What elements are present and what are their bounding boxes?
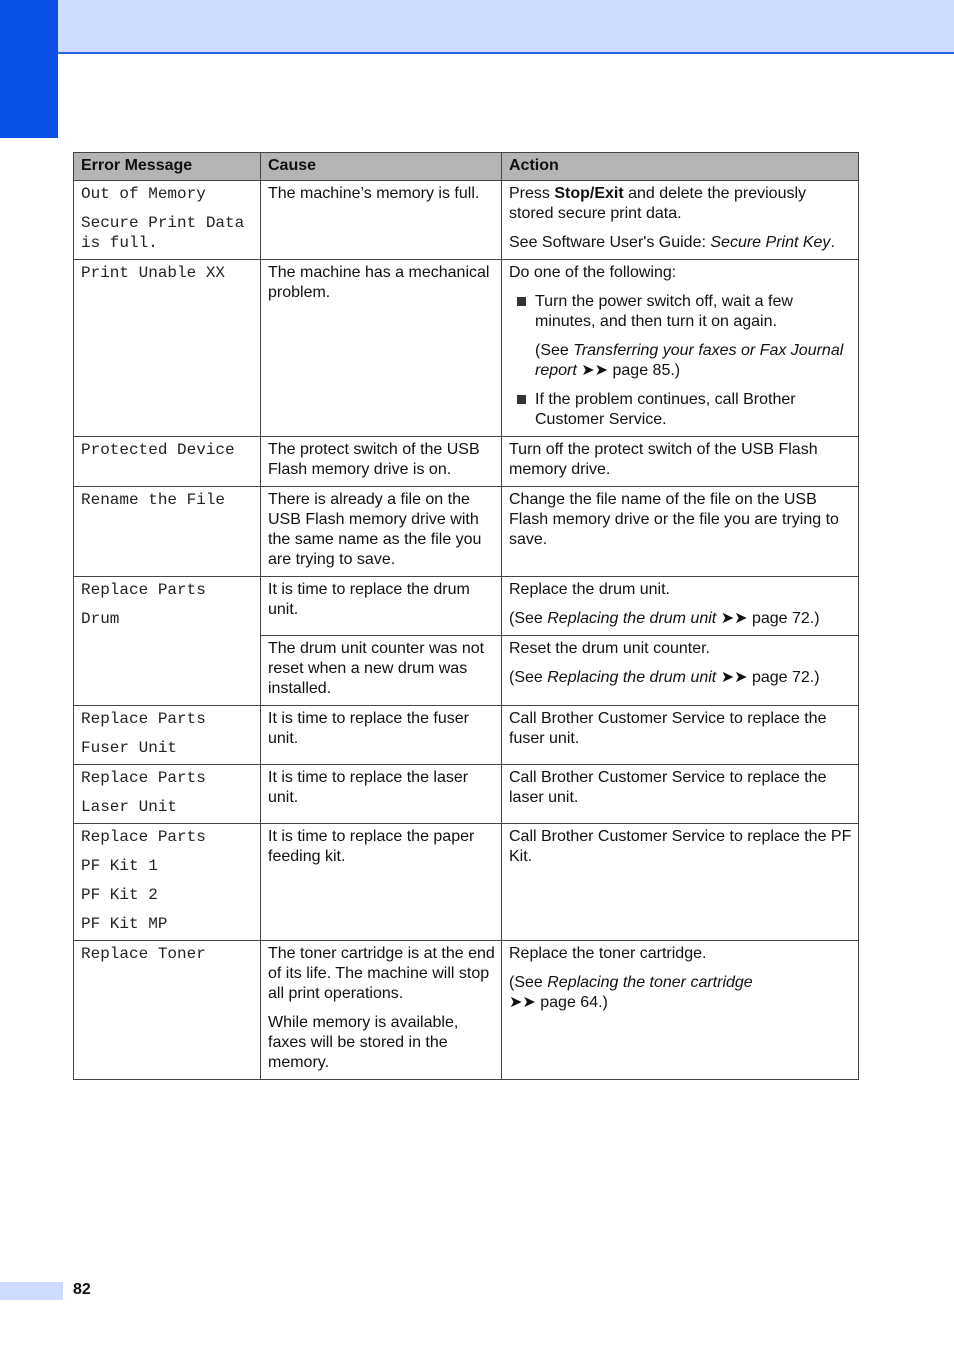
action-cell: Turn off the protect switch of the USB Flash memory drive.	[502, 437, 859, 487]
error-code: Replace Toner	[81, 945, 206, 963]
action-text: Reset the drum unit counter.	[509, 640, 710, 657]
table-header-row	[74, 153, 859, 181]
page-reference: (See Replacing the drum unit ➤➤ page 72.)	[509, 669, 820, 686]
action-cell	[502, 577, 859, 636]
error-code: Print Unable XX	[81, 264, 226, 282]
error-code: Out of Memory	[81, 185, 206, 203]
table-row	[74, 706, 859, 765]
error-code: Replace Parts	[81, 769, 206, 787]
table-row	[74, 577, 859, 636]
error-code: Secure Print Data is full.	[81, 214, 245, 252]
cause-cell: The machine has a mechanical problem.	[261, 260, 502, 437]
error-message-table	[73, 152, 859, 1080]
action-text: Replace the drum unit.	[509, 581, 670, 598]
cause-text: The toner cartridge is at the end of its life. The machine will stop all print operations.	[268, 945, 495, 1002]
action-cell: Call Brother Customer Service to replace the laser unit.	[502, 765, 859, 824]
error-message-cell	[74, 824, 261, 941]
error-code: Rename the File	[81, 491, 226, 509]
cause-cell: The protect switch of the USB Flash memory drive is on.	[261, 437, 502, 487]
action-intro: Do one of the following:	[509, 264, 677, 281]
error-code: PF Kit 1	[81, 857, 158, 875]
cause-cell: The drum unit counter was not reset when a new drum was installed.	[261, 636, 502, 706]
double-arrow-icon: ➤➤	[581, 362, 609, 379]
table-row	[74, 824, 859, 941]
action-cell	[502, 181, 859, 260]
cause-text: While memory is available, faxes will be stored in the memory.	[268, 1014, 459, 1071]
chapter-tab	[0, 0, 58, 138]
error-code: PF Kit MP	[81, 915, 168, 933]
error-message-cell	[74, 765, 261, 824]
header-action: Action	[502, 153, 859, 181]
cause-cell: It is time to replace the drum unit.	[261, 577, 502, 636]
error-code: PF Kit 2	[81, 886, 158, 904]
action-text: Replace the toner cartridge.	[509, 945, 707, 962]
action-cell	[502, 260, 859, 437]
error-code: Replace Parts	[81, 828, 206, 846]
double-arrow-icon: ➤➤	[720, 610, 748, 627]
table-row	[74, 487, 859, 577]
error-code: Fuser Unit	[81, 739, 178, 757]
error-message-cell	[74, 941, 261, 1080]
error-code: Drum	[81, 610, 120, 628]
error-code: Replace Parts	[81, 581, 206, 599]
table-row	[74, 260, 859, 437]
action-reference: See Software User's Guide: Secure Print Key.	[509, 234, 835, 251]
error-message-cell	[74, 577, 261, 706]
action-cell	[502, 941, 859, 1080]
stop-exit-key: Stop/Exit	[554, 185, 624, 202]
error-message-cell	[74, 487, 261, 577]
action-text: Press Stop/Exit and delete the previously stored secure print data.	[509, 185, 807, 222]
error-code: Protected Device	[81, 441, 235, 459]
cause-cell	[261, 941, 502, 1080]
table-row	[74, 765, 859, 824]
table-row	[74, 941, 859, 1080]
page-reference: (See Replacing the drum unit ➤➤ page 72.)	[509, 610, 820, 627]
action-cell: Call Brother Customer Service to replace the PF Kit.	[502, 824, 859, 941]
error-message-cell	[74, 706, 261, 765]
page-reference: (See Replacing the toner cartridge ➤➤ page 64.)	[509, 974, 753, 1011]
cause-cell: It is time to replace the paper feeding kit.	[261, 824, 502, 941]
bullet-item: If the problem continues, call Brother Customer Service.	[509, 390, 852, 430]
cause-cell: It is time to replace the laser unit.	[261, 765, 502, 824]
table-row	[74, 437, 859, 487]
action-cell	[502, 636, 859, 706]
error-message-cell	[74, 437, 261, 487]
action-cell: Change the file name of the file on the USB Flash memory drive or the file you are trying to save.	[502, 487, 859, 577]
header-error-message: Error Message	[74, 153, 261, 181]
header-cause: Cause	[261, 153, 502, 181]
footer-band	[0, 1282, 63, 1300]
error-code: Laser Unit	[81, 798, 178, 816]
action-cell: Call Brother Customer Service to replace the fuser unit.	[502, 706, 859, 765]
table-row	[74, 181, 859, 260]
header-band	[0, 0, 954, 54]
page-number: 82	[73, 1281, 91, 1298]
error-message-cell	[74, 181, 261, 260]
bullet-item: Turn the power switch off, wait a few minutes, and then turn it on again.	[509, 292, 852, 332]
cause-cell: There is already a file on the USB Flash memory drive with the same name as the file you are trying to save.	[261, 487, 502, 577]
error-message-cell	[74, 260, 261, 437]
double-arrow-icon: ➤➤	[720, 669, 748, 686]
double-arrow-icon: ➤➤	[509, 994, 536, 1011]
page-reference: (See Transferring your faxes or Fax Journal report ➤➤ page 85.)	[535, 342, 844, 379]
cause-cell: The machine’s memory is full.	[261, 181, 502, 260]
cause-cell: It is time to replace the fuser unit.	[261, 706, 502, 765]
error-code: Replace Parts	[81, 710, 206, 728]
